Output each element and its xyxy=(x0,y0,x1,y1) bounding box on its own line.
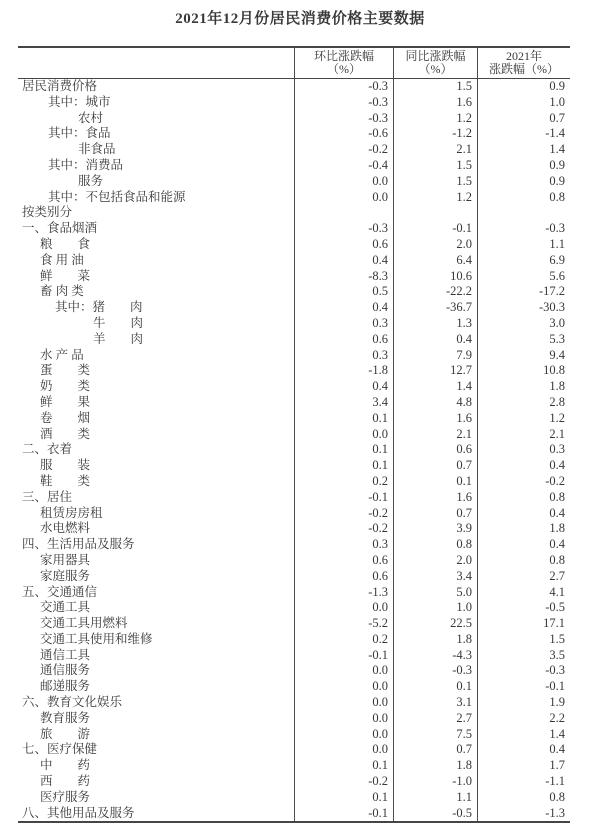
table-row xyxy=(18,537,570,553)
table-row xyxy=(18,332,570,348)
header-col-year-line2: 涨跌幅（%） xyxy=(489,62,559,76)
row-label: 教育服务 xyxy=(40,710,91,725)
cell-yoy: 0.1 xyxy=(393,474,477,490)
cell-year: 2.7 xyxy=(477,569,570,585)
row-label: 交通工具使用和维修 xyxy=(40,631,153,646)
cell-year: 1.4 xyxy=(477,142,570,158)
cell-yoy: 2.0 xyxy=(393,237,477,253)
row-label: 奶 类 xyxy=(40,379,91,394)
table-row xyxy=(18,95,570,111)
table-row xyxy=(18,632,570,648)
row-label: 家庭服务 xyxy=(40,568,91,583)
cell-year: 2.1 xyxy=(477,427,570,443)
cell-yoy: 7.5 xyxy=(393,727,477,743)
table-row xyxy=(18,221,570,237)
cell-yoy: 4.8 xyxy=(393,395,477,411)
cell-mom: 0.6 xyxy=(294,237,393,253)
table-row xyxy=(18,111,570,127)
table-row xyxy=(18,806,570,822)
cell-year: 9.4 xyxy=(477,348,570,364)
table-row xyxy=(18,395,570,411)
cell-year: 1.8 xyxy=(477,379,570,395)
row-label: 七、医疗保健 xyxy=(22,742,98,757)
cell-year: 0.9 xyxy=(477,174,570,190)
table-row xyxy=(18,411,570,427)
row-label: 羊 肉 xyxy=(93,331,144,346)
cell-yoy: 1.6 xyxy=(393,490,477,506)
row-label: 中 药 xyxy=(40,758,91,773)
cell-mom: 0.0 xyxy=(294,600,393,616)
row-label: 水电燃料 xyxy=(40,521,91,536)
cell-mom: -8.3 xyxy=(294,269,393,285)
cell-year: 4.1 xyxy=(477,585,570,601)
row-label: 其中：食品 xyxy=(48,126,111,141)
cell-year: 1.8 xyxy=(477,521,570,537)
cell-yoy: 0.4 xyxy=(393,332,477,348)
row-label: 牛 肉 xyxy=(93,315,144,330)
cell-mom: 3.4 xyxy=(294,395,393,411)
cell-year: -1.1 xyxy=(477,774,570,790)
cell-yoy: -4.3 xyxy=(393,648,477,664)
cell-yoy: 7.9 xyxy=(393,348,477,364)
cell-mom: 0.4 xyxy=(294,379,393,395)
cell-year: 2.8 xyxy=(477,395,570,411)
cell-yoy: 0.7 xyxy=(393,506,477,522)
cell-year: 0.3 xyxy=(477,442,570,458)
cell-yoy: 10.6 xyxy=(393,269,477,285)
table-row xyxy=(18,742,570,758)
cell-year: 0.8 xyxy=(477,790,570,806)
cell-mom: 0.0 xyxy=(294,190,393,206)
cell-mom: 0.6 xyxy=(294,569,393,585)
row-label: 一、食品烟酒 xyxy=(22,221,98,236)
header-col-yoy xyxy=(393,48,477,78)
cell-year: -1.3 xyxy=(477,806,570,822)
cell-year: 1.1 xyxy=(477,237,570,253)
cell-yoy: 1.6 xyxy=(393,411,477,427)
cell-yoy: 2.0 xyxy=(393,553,477,569)
cell-mom: 0.3 xyxy=(294,348,393,364)
row-label: 其中：消费品 xyxy=(48,157,124,172)
row-label: 鲜 果 xyxy=(40,394,91,409)
cell-mom: -0.2 xyxy=(294,774,393,790)
row-label: 五、交通通信 xyxy=(22,584,98,599)
cell-yoy: 0.7 xyxy=(393,458,477,474)
table-row xyxy=(18,79,570,95)
cell-mom xyxy=(294,205,393,221)
table-row xyxy=(18,553,570,569)
row-label: 居民消费价格 xyxy=(22,79,98,93)
row-label: 蛋 类 xyxy=(40,363,91,378)
table-row xyxy=(18,300,570,316)
cell-year: 17.1 xyxy=(477,616,570,632)
cell-year: -0.5 xyxy=(477,600,570,616)
cell-mom: 0.1 xyxy=(294,411,393,427)
cell-yoy: -0.1 xyxy=(393,221,477,237)
table-row xyxy=(18,663,570,679)
cell-year: -30.3 xyxy=(477,300,570,316)
cell-mom: -5.2 xyxy=(294,616,393,632)
cell-mom: 0.1 xyxy=(294,758,393,774)
table-row xyxy=(18,348,570,364)
cell-yoy: 3.1 xyxy=(393,695,477,711)
cell-yoy: 12.7 xyxy=(393,363,477,379)
cell-mom: 0.6 xyxy=(294,332,393,348)
row-label: 邮递服务 xyxy=(40,679,91,694)
cell-year: 5.6 xyxy=(477,269,570,285)
cell-mom: 0.0 xyxy=(294,663,393,679)
row-label: 服 装 xyxy=(40,458,91,473)
table-row xyxy=(18,758,570,774)
cell-yoy: 2.7 xyxy=(393,711,477,727)
row-label: 旅 游 xyxy=(40,726,91,741)
cell-mom: -0.3 xyxy=(294,79,393,95)
row-label: 二、衣着 xyxy=(22,442,73,457)
row-label: 交通工具 xyxy=(40,600,91,615)
cell-yoy: 2.1 xyxy=(393,427,477,443)
cell-mom: 0.1 xyxy=(294,442,393,458)
table-row xyxy=(18,490,570,506)
cell-mom: 0.1 xyxy=(294,458,393,474)
cell-yoy: -1.0 xyxy=(393,774,477,790)
cell-year: -0.1 xyxy=(477,679,570,695)
cell-yoy: 1.3 xyxy=(393,316,477,332)
row-label: 农村 xyxy=(78,110,104,125)
cell-mom: -0.1 xyxy=(294,648,393,664)
cell-mom: -1.3 xyxy=(294,585,393,601)
cell-yoy: 0.7 xyxy=(393,742,477,758)
cell-mom: 0.0 xyxy=(294,427,393,443)
table-row xyxy=(18,458,570,474)
cell-year: 5.3 xyxy=(477,332,570,348)
table-row xyxy=(18,284,570,300)
cell-yoy: -0.3 xyxy=(393,663,477,679)
row-label: 水 产 品 xyxy=(40,347,84,362)
cell-yoy: 0.1 xyxy=(393,679,477,695)
cell-yoy: 1.2 xyxy=(393,111,477,127)
cell-mom: -0.1 xyxy=(294,806,393,822)
cell-year: 0.4 xyxy=(477,506,570,522)
table-row xyxy=(18,600,570,616)
table-row xyxy=(18,569,570,585)
cell-mom: 0.2 xyxy=(294,474,393,490)
row-label: 三、居住 xyxy=(22,489,73,504)
row-label: 租赁房房租 xyxy=(40,505,103,520)
cell-mom: -0.4 xyxy=(294,158,393,174)
cell-mom: 0.6 xyxy=(294,553,393,569)
row-label: 西 药 xyxy=(40,774,91,789)
table-row xyxy=(18,190,570,206)
row-label: 畜 肉 类 xyxy=(40,284,84,299)
cell-year: -1.4 xyxy=(477,126,570,142)
cell-year: 0.4 xyxy=(477,458,570,474)
cell-year: 0.4 xyxy=(477,537,570,553)
cell-yoy: 1.0 xyxy=(393,600,477,616)
cell-mom: 0.0 xyxy=(294,742,393,758)
data-table xyxy=(18,46,570,823)
table-row xyxy=(18,427,570,443)
cell-mom: 0.2 xyxy=(294,632,393,648)
cell-mom: 0.4 xyxy=(294,300,393,316)
row-label: 四、生活用品及服务 xyxy=(22,537,135,552)
cell-mom: -0.3 xyxy=(294,221,393,237)
cell-year: 0.8 xyxy=(477,190,570,206)
cell-mom: 0.3 xyxy=(294,316,393,332)
table-row xyxy=(18,711,570,727)
cell-yoy: 0.8 xyxy=(393,537,477,553)
cell-yoy: 1.8 xyxy=(393,632,477,648)
cell-yoy: 3.4 xyxy=(393,569,477,585)
cell-yoy xyxy=(393,205,477,221)
cell-yoy: -1.2 xyxy=(393,126,477,142)
cell-year: 1.0 xyxy=(477,95,570,111)
row-label: 其中：猪 肉 xyxy=(55,300,143,315)
cell-year: 6.9 xyxy=(477,253,570,269)
cell-mom: -0.2 xyxy=(294,521,393,537)
cell-mom: -0.6 xyxy=(294,126,393,142)
table-row xyxy=(18,521,570,537)
cell-mom: -0.2 xyxy=(294,142,393,158)
header-col-yoy-line1: 同比涨跌幅 xyxy=(405,49,466,63)
row-label: 八、其他用品及服务 xyxy=(22,805,135,820)
table-row xyxy=(18,269,570,285)
row-label: 通信工具 xyxy=(40,647,91,662)
cell-mom: 0.3 xyxy=(294,537,393,553)
cell-year: -0.3 xyxy=(477,663,570,679)
cell-year: 3.5 xyxy=(477,648,570,664)
cell-yoy: 1.8 xyxy=(393,758,477,774)
cell-yoy: 22.5 xyxy=(393,616,477,632)
cell-mom: 0.5 xyxy=(294,284,393,300)
table-body xyxy=(18,79,570,821)
cell-mom: -0.3 xyxy=(294,95,393,111)
table-row xyxy=(18,695,570,711)
cell-yoy: -22.2 xyxy=(393,284,477,300)
cell-yoy: 1.6 xyxy=(393,95,477,111)
cell-yoy: 6.4 xyxy=(393,253,477,269)
table-row xyxy=(18,679,570,695)
cell-yoy: 1.4 xyxy=(393,379,477,395)
table-row xyxy=(18,585,570,601)
cell-mom: 0.0 xyxy=(294,174,393,190)
cell-mom: -0.3 xyxy=(294,111,393,127)
row-label: 酒 类 xyxy=(40,426,91,441)
row-label: 医疗服务 xyxy=(40,789,91,804)
header-col-yoy-line2: （%） xyxy=(418,62,453,76)
table-row xyxy=(18,253,570,269)
row-label: 鞋 类 xyxy=(40,473,91,488)
cell-year: 0.9 xyxy=(477,158,570,174)
cell-year: 1.4 xyxy=(477,727,570,743)
cell-mom: 0.0 xyxy=(294,711,393,727)
cell-year: 0.8 xyxy=(477,553,570,569)
table-header xyxy=(18,48,570,79)
table-row xyxy=(18,205,570,221)
row-label: 食 用 油 xyxy=(40,252,84,267)
cell-year: 1.9 xyxy=(477,695,570,711)
cell-yoy: 5.0 xyxy=(393,585,477,601)
cell-yoy: 1.1 xyxy=(393,790,477,806)
cell-yoy: 1.5 xyxy=(393,158,477,174)
cell-year: 1.7 xyxy=(477,758,570,774)
table-row xyxy=(18,506,570,522)
table-row xyxy=(18,174,570,190)
cell-year: -0.3 xyxy=(477,221,570,237)
cell-year: 1.5 xyxy=(477,632,570,648)
table-row xyxy=(18,790,570,806)
cell-yoy: 1.5 xyxy=(393,79,477,95)
row-label: 其中：不包括食品和能源 xyxy=(48,189,186,204)
cell-mom: 0.0 xyxy=(294,695,393,711)
cell-year xyxy=(477,205,570,221)
row-label: 其中：城市 xyxy=(48,94,111,109)
header-col-mom-line1: 环比涨跌幅 xyxy=(313,49,374,63)
cell-yoy: -36.7 xyxy=(393,300,477,316)
cell-year: 0.7 xyxy=(477,111,570,127)
cell-year: 0.8 xyxy=(477,490,570,506)
table-row xyxy=(18,442,570,458)
table-row xyxy=(18,363,570,379)
table-row xyxy=(18,616,570,632)
row-label: 通信服务 xyxy=(40,663,91,678)
table-row xyxy=(18,316,570,332)
cell-year: 0.4 xyxy=(477,742,570,758)
cell-year: -0.2 xyxy=(477,474,570,490)
row-label: 鲜 菜 xyxy=(40,268,91,283)
row-label: 交通工具用燃料 xyxy=(40,616,128,631)
row-label: 六、教育文化娱乐 xyxy=(22,695,123,710)
cell-year: 10.8 xyxy=(477,363,570,379)
row-label: 家用器具 xyxy=(40,552,91,567)
table-row xyxy=(18,237,570,253)
cell-mom: 0.4 xyxy=(294,253,393,269)
header-col-year xyxy=(477,48,570,78)
cell-yoy: -0.5 xyxy=(393,806,477,822)
row-label: 非食品 xyxy=(78,142,116,157)
cell-mom: 0.1 xyxy=(294,790,393,806)
header-col-category xyxy=(18,48,294,78)
cell-mom: -0.1 xyxy=(294,490,393,506)
cell-year: 3.0 xyxy=(477,316,570,332)
row-label: 卷 烟 xyxy=(40,410,91,425)
cell-year: 2.2 xyxy=(477,711,570,727)
table-row xyxy=(18,474,570,490)
header-col-mom xyxy=(294,48,393,78)
table-row xyxy=(18,648,570,664)
cell-yoy: 1.2 xyxy=(393,190,477,206)
row-label: 粮 食 xyxy=(40,236,91,251)
table-row xyxy=(18,142,570,158)
table-row xyxy=(18,126,570,142)
header-col-mom-line2: （%） xyxy=(327,62,361,76)
cell-mom: 0.0 xyxy=(294,727,393,743)
cell-yoy: 1.5 xyxy=(393,174,477,190)
cell-mom: 0.0 xyxy=(294,679,393,695)
table-row xyxy=(18,379,570,395)
row-label: 按类别分 xyxy=(22,205,73,220)
cell-year: -17.2 xyxy=(477,284,570,300)
cell-yoy: 0.6 xyxy=(393,442,477,458)
cell-year: 0.9 xyxy=(477,79,570,95)
cell-mom: -1.8 xyxy=(294,363,393,379)
cell-year: 1.2 xyxy=(477,411,570,427)
cell-mom: -0.2 xyxy=(294,506,393,522)
cell-yoy: 2.1 xyxy=(393,142,477,158)
row-label: 服务 xyxy=(78,173,104,188)
page-title: 2021年12月份居民消费价格主要数据 xyxy=(175,11,425,27)
cell-yoy: 3.9 xyxy=(393,521,477,537)
table-row xyxy=(18,727,570,743)
header-col-year-line1: 2021年 xyxy=(505,49,542,63)
table-row xyxy=(18,774,570,790)
table-row xyxy=(18,158,570,174)
